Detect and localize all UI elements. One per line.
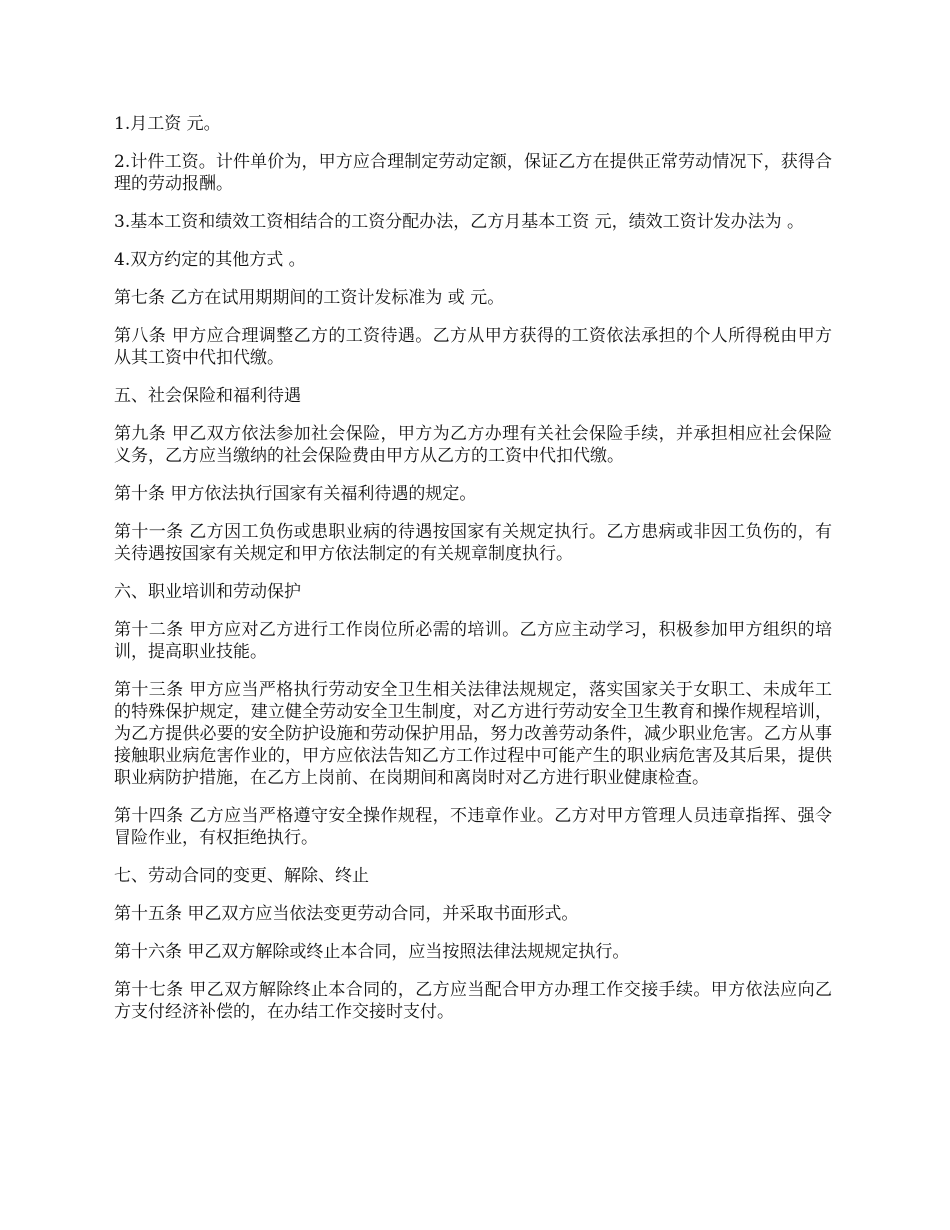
article-15: 第十五条 甲乙双方应当依法变更劳动合同，并采取书面形式。 — [114, 904, 579, 924]
article-9: 第九条 甲乙双方依法参加社会保险，甲方为乙方办理有关社会保险手续，并承担相应社会保险义务，乙方应当缴纳的社会保险费由甲方从乙方的工资中代扣代缴。 — [114, 424, 832, 466]
paragraph-wage-monthly: 1.月工资 元。 — [114, 114, 221, 134]
section-heading-training-protection: 六、职业培训和劳动保护 — [114, 582, 301, 602]
article-10: 第十条 甲方依法执行国家有关福利待遇的规定。 — [114, 484, 477, 504]
article-14: 第十四条 乙方应当严格遵守安全操作规程，不违章作业。乙方对甲方管理人员违章指挥、强令冒险作业，有权拒绝执行。 — [114, 806, 832, 848]
article-8: 第八条 甲方应合理调整乙方的工资待遇。乙方从甲方获得的工资依法承担的个人所得税由甲方从其工资中代扣代缴。 — [114, 326, 832, 368]
article-16: 第十六条 甲乙双方解除或终止本合同，应当按照法律法规规定执行。 — [114, 942, 630, 962]
section-heading-contract-change: 七、劳动合同的变更、解除、终止 — [114, 866, 369, 886]
paragraph-wage-other: 4.双方约定的其他方式 。 — [114, 250, 306, 270]
paragraph-wage-base-performance: 3.基本工资和绩效工资相结合的工资分配办法，乙方月基本工资 元，绩效工资计发办法为 。 — [114, 212, 805, 232]
article-17: 第十七条 甲乙双方解除终止本合同的，乙方应当配合甲方办理工作交接手续。甲方依法应向乙方支付经济补偿的，在办结工作交接时支付。 — [114, 980, 832, 1022]
article-7: 第七条 乙方在试用期期间的工资计发标准为 或 元。 — [114, 288, 505, 308]
section-heading-social-insurance: 五、社会保险和福利待遇 — [114, 386, 301, 406]
document-body — [114, 113, 832, 1039]
article-12: 第十二条 甲方应对乙方进行工作岗位所必需的培训。乙方应主动学习，积极参加甲方组织的培训，提高职业技能。 — [114, 620, 832, 662]
paragraph-wage-piecework: 2.计件工资。计件单价为，甲方应合理制定劳动定额，保证乙方在提供正常劳动情况下，获得合理的劳动报酬。 — [114, 152, 832, 194]
article-13: 第十三条 甲方应当严格执行劳动安全卫生相关法律法规规定，落实国家关于女职工、未成年工的特殊保护规定，建立健全劳动安全卫生制度，对乙方进行劳动安全卫生教育和操作规程培训，为乙方提供必要的安全防护设施和劳动保护用品，努力改善劳动条件，减少职业危害。乙方从事接触职业病危害作业的，甲方应依法告知乙方工作过程中可能产生的职业病危害及其后果，提供职业病防护措施，在乙方上岗前、在岗期间和离岗时对乙方进行职业健康检查。 — [114, 680, 832, 788]
article-11: 第十一条 乙方因工负伤或患职业病的待遇按国家有关规定执行。乙方患病或非因工负伤的，有关待遇按国家有关规定和甲方依法制定的有关规章制度执行。 — [114, 522, 832, 564]
